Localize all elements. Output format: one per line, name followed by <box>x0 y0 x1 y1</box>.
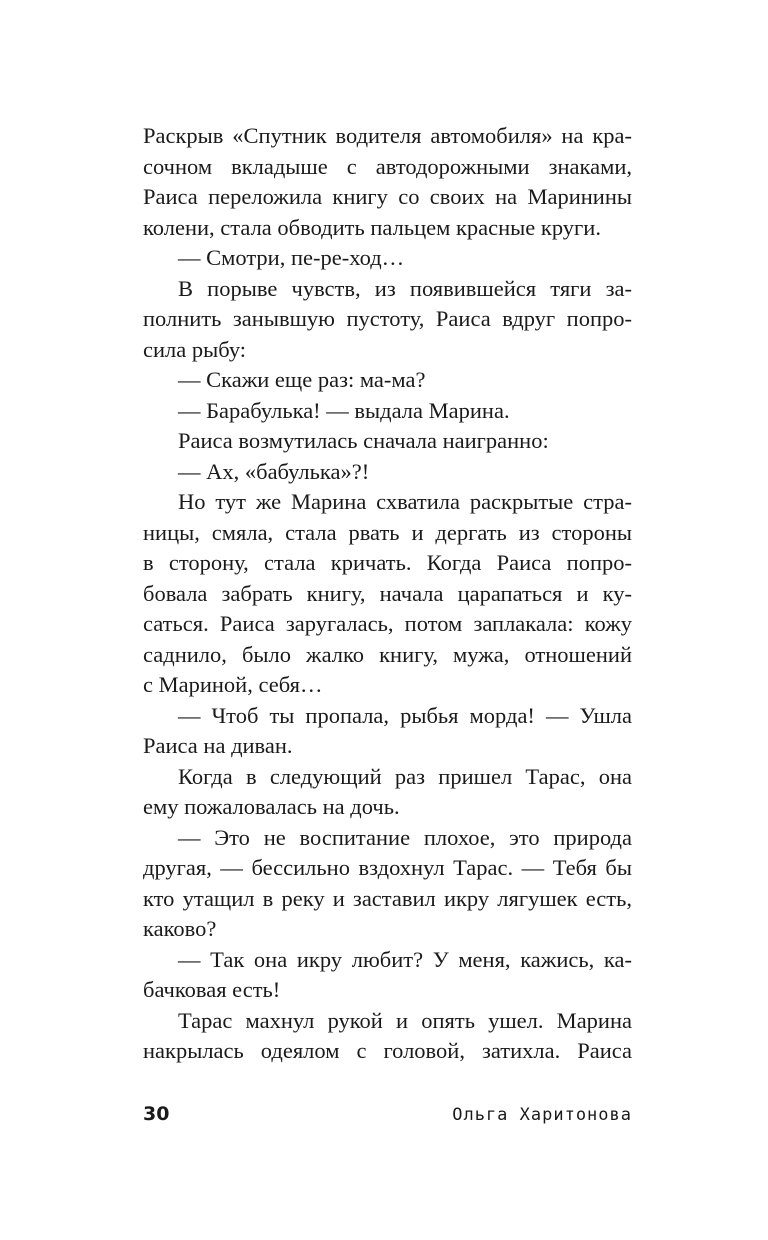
text-line: Раиса переложила книгу со своих на Маринины <box>143 184 632 209</box>
text-line: — Чтоб ты пропала, рыбья морда! — Ушла <box>178 702 632 728</box>
text-line: бовала забрать книгу, начала царапаться и ку- <box>143 580 632 606</box>
text-line: — Барабулька! — выдала Марина. <box>178 397 510 423</box>
text-line: кто утащил в реку и заставил икру лягушек есть, <box>143 885 632 911</box>
text-line: — Это не воспитание плохое, это природа <box>178 824 632 850</box>
text-line: колени, стала обводить пальцем красные круги. <box>143 214 601 240</box>
text-line: ницы, смяла, стала рвать и дергать из стороны <box>143 519 632 545</box>
text-line: бачковая есть! <box>143 977 281 1002</box>
text-line: Раиса возмутилась сначала наигранно: <box>178 428 549 453</box>
text-line: сочном вкладыше с автодорожными знаками, <box>143 153 632 179</box>
text-line: — Смотри, пе-ре-ход… <box>178 245 405 270</box>
body-text <box>143 121 632 1067</box>
text-line: Тарас махнул рукой и опять ушел. Марина <box>178 1007 632 1033</box>
text-line: — Ах, «бабулька»?! <box>178 458 370 484</box>
text-line: Раскрыв «Спутник водителя автомобиля» на кра- <box>143 123 632 148</box>
page-number: 30 <box>143 1103 170 1125</box>
text-line: В порыве чувств, из появившейся тяги за- <box>178 275 632 301</box>
text-line: Когда в следующий раз пришел Тарас, она <box>178 763 632 789</box>
page-footer <box>143 1103 632 1133</box>
text-line: — Так она икру любит? У меня, кажись, ка- <box>178 946 632 972</box>
text-line: сила рыбу: <box>143 336 247 362</box>
text-line: Раиса на диван. <box>143 733 293 758</box>
text-line: Но тут же Марина схватила раскрытые стра- <box>178 489 632 514</box>
text-line: каково? <box>143 916 217 941</box>
text-line: — Скажи еще раз: ма-ма? <box>178 367 426 392</box>
running-head-author: Ольга Харитонова <box>452 1105 632 1125</box>
text-line: с Мариной, себя… <box>143 672 323 697</box>
text-line: другая, — бессильно вздохнул Тарас. — Тебя бы <box>143 855 632 880</box>
text-line: ему пожаловалась на дочь. <box>143 794 400 819</box>
text-line: саться. Раиса заругалась, потом заплакала: кожу <box>143 611 632 636</box>
text-line: полнить занывшую пустоту, Раиса вдруг попро- <box>143 306 632 331</box>
text-line: накрылась одеялом с головой, затихла. Раиса <box>143 1038 632 1063</box>
text-line: в сторону, стала кричать. Когда Раиса попро- <box>143 550 632 575</box>
text-line: саднило, было жалко книгу, мужа, отношений <box>143 641 632 667</box>
